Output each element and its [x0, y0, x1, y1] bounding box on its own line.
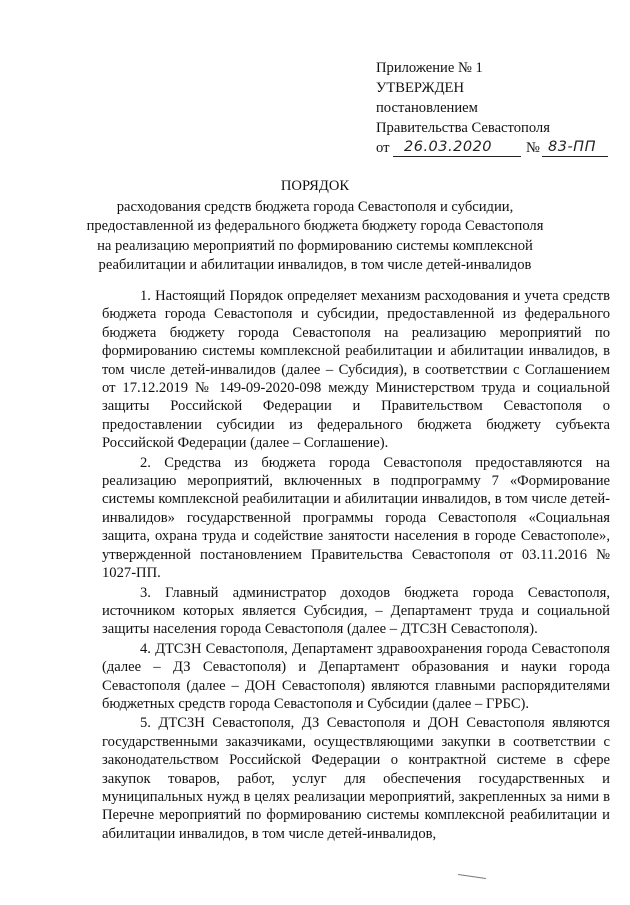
number-prefix: № — [526, 140, 540, 156]
paragraph-1: 1. Настоящий Порядок определяет механизм расходования и учета средств бюджета города Севастополя и субсидии, предоставленной из федерального бюджета бюджету города Севастополя на реализацию мероприятий по формированию системы комплексной реабилитации и абилитации инвалидов, в том числе детей-инвалидов (далее – Субсидия), в соответствии с Соглашением от 17.12.2019 № 149-09-2020-098 между Министерством труда и социальной защиты Российской Федерации и Правительством Севастополя о предоставлении субсидии из федерального бюджета бюджету субъекта Российской Федерации (далее – Соглашение). — [102, 288, 610, 452]
title-heading: ПОРЯДОК — [280, 178, 350, 194]
title-line: реабилитации и абилитации инвалидов, в том числе детей-инвалидов — [98, 257, 532, 273]
authority-label: Правительства Севастополя — [376, 120, 550, 136]
paragraph-2: 2. Средства из бюджета города Севастополя предоставляются на реализацию мероприятий, включенных в подпрограмму 7 «Формирование системы комплексной реабилитации и абилитации инвалидов, в том числе детей-инвалидов» государственной программы города Севастополя «Социальная защита, охрана труда и содействие занятости населения в городе Севастополе», утвержденной постановлением Правительства Севастополя от 03.11.2016 № 1027-ПП. — [102, 454, 610, 582]
paragraph-3: 3. Главный администратор доходов бюджета города Севастополя, источником которых является Субсидия, – Департамент труда и социальной защиты населения города Севастополя (далее – ДТСЗН Севастополя). — [102, 584, 610, 638]
document-title — [80, 177, 550, 276]
paragraph-4: 4. ДТСЗН Севастополя, Департамент здравоохранения города Севастополя (далее – ДЗ Севастополя) и Департамент образования и науки города Севастополя (далее – ДОН Севастополя) являются главными распорядителями бюджетных средств города Севастополя и Субсидии (далее – ГРБС). — [102, 640, 610, 712]
handwritten-number: 83-ПП — [548, 139, 596, 155]
approval-stamp-block — [376, 58, 616, 160]
paragraph-5: 5. ДТСЗН Севастополя, ДЗ Севастополя и ДОН Севастополя являются государственными заказчиками, осуществляющими закупки в соответствии с законодательством Российской Федерации о контрактной системе в сфере закупок товаров, работ, услуг для обеспечения государственных и муниципальных нужд в целях реализации мероприятий, закрепленных за ними в Перечне мероприятий по формированию системы комплексной реабилитации и абилитации инвалидов, в том числе детей-инвалидов, — [102, 715, 610, 842]
date-prefix: от — [376, 140, 390, 156]
document-body — [102, 287, 610, 843]
approved-by-label: постановлением — [376, 100, 478, 116]
handwritten-date: 26.03.2020 — [404, 139, 493, 155]
date-number-line — [376, 138, 616, 160]
title-line: предоставленной из федерального бюджета бюджету города Севастополя — [86, 218, 544, 234]
approved-label: УТВЕРЖДЕН — [376, 80, 464, 96]
title-line: на реализацию мероприятий по формированию системы комплексной — [97, 237, 533, 254]
page-mark — [458, 874, 486, 879]
title-line: расходования средств бюджета города Севастополя и субсидии, — [116, 198, 514, 215]
appendix-label: Приложение № 1 — [376, 60, 483, 76]
